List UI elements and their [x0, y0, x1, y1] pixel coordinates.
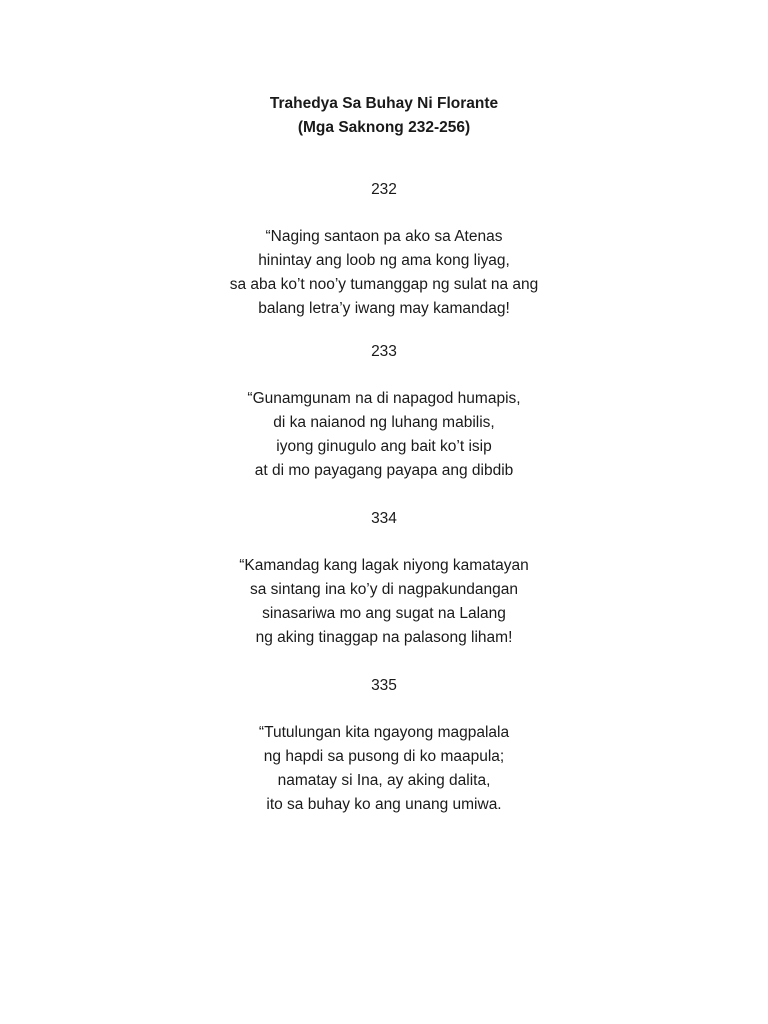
verse-line: “Naging santaon pa ako sa Atenas — [265, 228, 503, 245]
verse-line: “Gunamgunam na di napagod humapis, — [247, 390, 521, 407]
verse-line: sa sintang ina ko’y di nagpakundangan — [249, 581, 518, 598]
verse-line: “Kamandag kang lagak niyong kamatayan — [239, 557, 529, 574]
verse-line: at di mo payagang payapa ang dibdib — [254, 462, 514, 479]
page-subtitle: (Mga Saknong 232-256) — [297, 119, 471, 136]
verse-line: balang letra’y iwang may kamandag! — [258, 300, 510, 317]
stanza-number: 232 — [371, 181, 397, 198]
verse-line: di ka naianod ng luhang mabilis, — [273, 414, 495, 431]
stanza-number: 334 — [371, 510, 397, 527]
verse-line: sinasariwa mo ang sugat na Lalang — [262, 605, 506, 622]
stanza-335 — [0, 674, 768, 817]
verse-line: ng aking tinaggap na palasong liham! — [255, 629, 513, 646]
verse-line: ito sa buhay ko ang unang umiwa. — [266, 796, 502, 813]
stanza-232 — [0, 178, 768, 321]
stanza-334 — [0, 507, 768, 650]
verse-line: “Tutulungan kita ngayong magpalala — [258, 724, 510, 741]
verse-line: sa aba ko’t noo’y tumanggap ng sulat na ang — [229, 276, 539, 293]
stanza-number: 233 — [371, 343, 397, 360]
verse-line: namatay si Ina, ay aking dalita, — [277, 772, 491, 789]
page-title: Trahedya Sa Buhay Ni Florante — [269, 95, 499, 112]
verse-line: hinintay ang loob ng ama kong liyag, — [258, 252, 510, 269]
verse-line: iyong ginugulo ang bait ko’t isip — [276, 438, 492, 455]
stanza-233 — [0, 340, 768, 483]
stanza-number: 335 — [371, 677, 397, 694]
verse-line: ng hapdi sa pusong di ko maapula; — [263, 748, 505, 765]
title-block — [0, 92, 768, 140]
